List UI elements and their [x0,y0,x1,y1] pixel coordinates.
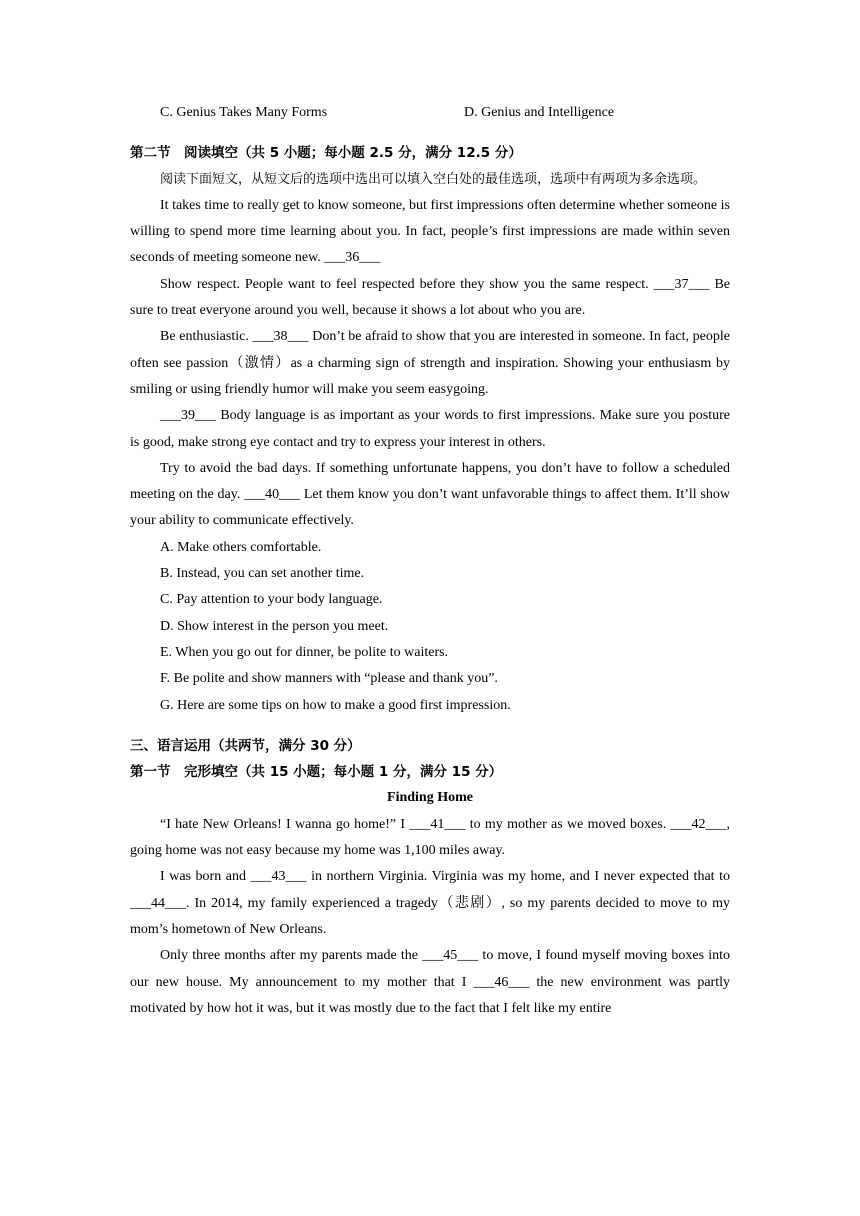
passage-paragraph: It takes time to really get to know someone, but first impressions often determine whether someone is willing to spend more time learning about you. In fact, people’s first impressions are made within seven seconds of meeting someone new. ___36___ [130,197,730,266]
page-content [130,100,730,1022]
passage-paragraph: Try to avoid the bad days. If something unfortunate happens, you don’t have to follow a scheduled meeting on the day. ___40___ Let them know you don’t want unfavorable things to affect them. It’ll show your ability to communicate effectively. [130,460,730,529]
section2-instructions: 阅读下面短文，从短文后的选项中选出可以填入空白处的最佳选项，选项中有两项为多余选项。 [160,171,707,187]
cloze-section-heading: 第一节 完形填空（共 15 小题；每小题 1 分，满分 15 分） [130,764,503,781]
answer-option: A. Make others comfortable. [160,539,322,555]
cloze-paragraph: “I hate New Orleans! I wanna go home!” I ___41___ to my mother as we moved boxes. ___42___, going home was not easy because my home was 1,100 miles away. [130,816,730,859]
passage-paragraph: Be enthusiastic. ___38___ Don’t be afraid to show that you are interested in someone. In fact, people often see passion（激情）as a charming sign of strength and inspiration. Showing your enthusiasm by smiling or using friendly humor will make you seem easygoing. [130,329,730,397]
answer-option: F. Be polite and show manners with “please and thank you”. [160,671,498,687]
answer-option: C. Pay attention to your body language. [160,592,383,608]
answer-option: D. Show interest in the person you meet. [160,618,389,634]
cloze-paragraph: I was born and ___43___ in northern Virginia. Virginia was my home, and I never expected that to ___44___. In 2014, my family experienced a tragedy（悲剧）, so my parents decided to move to my mom’s hometown of New Orleans. [130,869,730,937]
previous-options-row [130,100,730,126]
passage-paragraph: ___39___ Body language is as important as your words to first impressions. Make sure you posture is good, make strong eye contact and try to express your interest in others. [130,408,730,450]
passage-paragraph: Show respect. People want to feel respected before they show you the same respect. ___37___ Be sure to treat everyone around you well, because it shows a lot about who you are. [130,276,730,319]
answer-option: B. Instead, you can set another time. [160,566,365,582]
answer-option: G. Here are some tips on how to make a good first impression. [160,697,511,713]
option-c: C. Genius Takes Many Forms [160,105,328,120]
option-d: D. Genius and Intelligence [464,105,615,120]
passage-title: Finding Home [387,790,473,806]
section2-heading: 第二节 阅读填空（共 5 小题；每小题 2.5 分，满分 12.5 分） [130,145,522,162]
answer-option: E. When you go out for dinner, be polite to waiters. [160,644,449,660]
cloze-paragraph: Only three months after my parents made the ___45___ to move, I found myself moving boxes into our new house. My announcement to my mother that I ___46___ the new environment was partly motivated by how hot it was, but it was mostly due to the fact that I felt like my entire [130,948,730,1016]
part3-heading: 三、语言运用（共两节，满分 30 分） [130,737,361,754]
